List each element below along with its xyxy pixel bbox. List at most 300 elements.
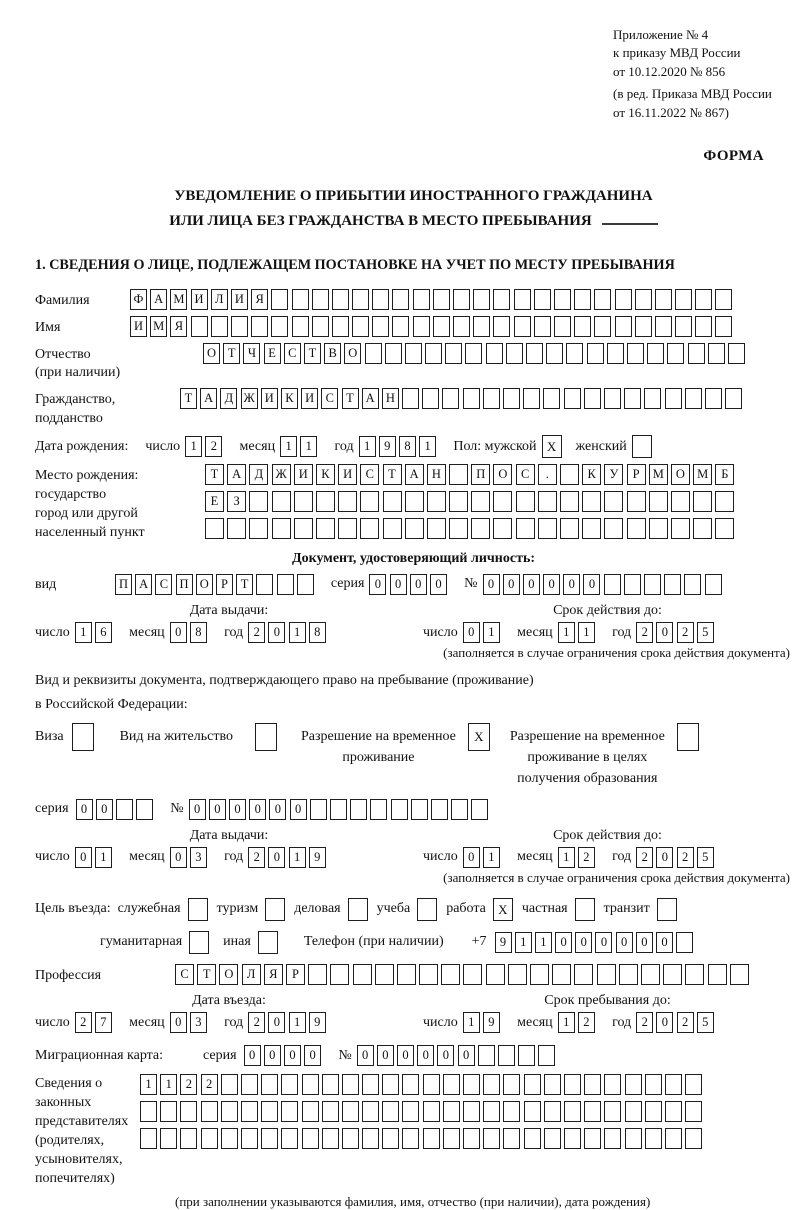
char-cell[interactable]: М [649,464,668,485]
char-cell[interactable] [382,1128,399,1149]
char-cell[interactable] [675,316,692,337]
char-cell[interactable]: 2 [201,1074,218,1095]
checkbox-edu-residence[interactable] [677,723,699,751]
char-cell[interactable] [523,388,540,409]
char-cell[interactable]: 0 [430,574,447,595]
char-cell[interactable] [116,799,133,820]
char-cell[interactable] [649,518,668,539]
char-cell[interactable]: Т [342,388,359,409]
char-cell[interactable] [312,316,329,337]
char-cell[interactable] [685,1101,702,1122]
char-cell[interactable]: Д [220,388,237,409]
char-cell[interactable] [160,1128,177,1149]
char-cell[interactable] [624,388,641,409]
char-cell[interactable]: Т [180,388,197,409]
char-cell[interactable]: Ф [130,289,147,310]
char-cell[interactable] [663,964,682,985]
char-cell[interactable] [272,518,291,539]
char-cell[interactable]: К [281,388,298,409]
char-cell[interactable] [655,289,672,310]
char-cell[interactable]: Я [264,964,283,985]
char-cell[interactable] [271,316,288,337]
char-cell[interactable] [338,518,357,539]
char-cell[interactable] [582,518,601,539]
char-cell[interactable] [503,1128,520,1149]
char-cell[interactable]: 1 [140,1074,157,1095]
char-cell[interactable]: И [301,388,318,409]
char-cell[interactable] [221,1074,238,1095]
char-cell[interactable]: С [516,464,535,485]
char-cell[interactable]: Я [251,289,268,310]
char-cell[interactable] [644,574,661,595]
char-cell[interactable] [604,1074,621,1095]
char-cell[interactable] [483,1074,500,1095]
char-cell[interactable] [514,289,531,310]
char-cell[interactable]: 9 [483,1012,500,1033]
char-cell[interactable] [604,388,621,409]
char-cell[interactable] [695,316,712,337]
char-cell[interactable] [411,799,428,820]
char-cell[interactable] [514,316,531,337]
char-cell[interactable]: 2 [677,847,694,868]
char-cell[interactable] [352,316,369,337]
char-cell[interactable] [342,1074,359,1095]
char-cell[interactable] [372,289,389,310]
char-cell[interactable] [241,1128,258,1149]
char-cell[interactable]: М [150,316,167,337]
char-cell[interactable]: 0 [583,574,600,595]
char-cell[interactable]: П [471,464,490,485]
char-cell[interactable]: И [261,388,278,409]
checkbox-male[interactable]: X [542,435,562,458]
char-cell[interactable]: Ж [272,464,291,485]
char-cell[interactable]: 1 [483,622,500,643]
checkbox-inaya[interactable] [258,931,278,954]
checkbox-gumanitarnaya[interactable] [189,931,209,954]
char-cell[interactable] [382,1101,399,1122]
char-cell[interactable] [205,518,224,539]
char-cell[interactable]: Л [211,289,228,310]
char-cell[interactable] [302,1128,319,1149]
char-cell[interactable]: Н [382,388,399,409]
char-cell[interactable]: 8 [309,622,326,643]
char-cell[interactable]: 2 [636,1012,653,1033]
char-cell[interactable]: 0 [397,1045,414,1066]
char-cell[interactable] [524,1101,541,1122]
char-cell[interactable] [453,289,470,310]
char-cell[interactable] [625,1074,642,1095]
char-cell[interactable] [478,1045,495,1066]
char-cell[interactable] [442,388,459,409]
char-cell[interactable]: 0 [656,1012,673,1033]
char-cell[interactable] [402,1074,419,1095]
char-cell[interactable]: 1 [558,847,575,868]
checkbox-visa[interactable] [72,723,94,751]
char-cell[interactable] [330,964,349,985]
char-cell[interactable] [538,1045,555,1066]
char-cell[interactable]: 2 [180,1074,197,1095]
char-cell[interactable]: 0 [437,1045,454,1066]
char-cell[interactable] [427,491,446,512]
char-cell[interactable]: Б [715,464,734,485]
char-cell[interactable]: С [155,574,172,595]
char-cell[interactable] [685,388,702,409]
char-cell[interactable] [503,1101,520,1122]
char-cell[interactable] [423,1074,440,1095]
char-cell[interactable]: 2 [677,622,694,643]
char-cell[interactable] [441,964,460,985]
char-cell[interactable] [423,1101,440,1122]
char-cell[interactable] [140,1128,157,1149]
char-cell[interactable] [413,316,430,337]
char-cell[interactable] [241,1101,258,1122]
char-cell[interactable]: О [671,464,690,485]
char-cell[interactable]: 0 [369,574,386,595]
char-cell[interactable] [449,464,468,485]
char-cell[interactable]: 1 [160,1074,177,1095]
char-cell[interactable] [405,491,424,512]
char-cell[interactable] [604,518,623,539]
char-cell[interactable] [191,316,208,337]
char-cell[interactable]: 0 [636,932,653,953]
char-cell[interactable]: И [231,289,248,310]
char-cell[interactable] [423,1128,440,1149]
char-cell[interactable] [554,289,571,310]
char-cell[interactable] [402,1128,419,1149]
char-cell[interactable] [281,1074,298,1095]
char-cell[interactable]: 0 [268,1012,285,1033]
char-cell[interactable]: 8 [399,436,416,457]
char-cell[interactable] [370,799,387,820]
char-cell[interactable]: 0 [264,1045,281,1066]
char-cell[interactable]: 0 [575,932,592,953]
char-cell[interactable] [443,1074,460,1095]
char-cell[interactable]: 1 [578,622,595,643]
char-cell[interactable] [627,343,644,364]
char-cell[interactable]: Т [304,343,321,364]
char-cell[interactable]: Н [427,464,446,485]
char-cell[interactable] [360,491,379,512]
char-cell[interactable] [316,491,335,512]
char-cell[interactable]: 2 [205,436,222,457]
checkbox-delovaya[interactable] [348,898,368,921]
char-cell[interactable] [655,316,672,337]
char-cell[interactable]: А [362,388,379,409]
char-cell[interactable]: 0 [656,932,673,953]
char-cell[interactable]: 0 [616,932,633,953]
char-cell[interactable] [445,343,462,364]
char-cell[interactable] [483,388,500,409]
char-cell[interactable] [715,316,732,337]
char-cell[interactable] [360,518,379,539]
char-cell[interactable] [665,1101,682,1122]
char-cell[interactable] [560,491,579,512]
char-cell[interactable] [427,518,446,539]
char-cell[interactable]: О [493,464,512,485]
checkbox-rabota[interactable]: X [493,898,513,921]
char-cell[interactable]: 2 [636,847,653,868]
char-cell[interactable] [552,964,571,985]
char-cell[interactable]: С [175,964,194,985]
char-cell[interactable] [649,491,668,512]
char-cell[interactable]: 2 [578,847,595,868]
char-cell[interactable]: 0 [357,1045,374,1066]
char-cell[interactable]: 2 [75,1012,92,1033]
char-cell[interactable]: 0 [304,1045,321,1066]
char-cell[interactable]: 0 [463,622,480,643]
char-cell[interactable]: Р [627,464,646,485]
char-cell[interactable] [241,1074,258,1095]
char-cell[interactable] [302,1074,319,1095]
char-cell[interactable] [392,316,409,337]
char-cell[interactable]: П [115,574,132,595]
char-cell[interactable] [330,799,347,820]
char-cell[interactable] [310,799,327,820]
char-cell[interactable] [402,388,419,409]
char-cell[interactable]: М [693,464,712,485]
char-cell[interactable]: 0 [503,574,520,595]
char-cell[interactable] [342,1101,359,1122]
char-cell[interactable] [688,343,705,364]
char-cell[interactable] [671,491,690,512]
char-cell[interactable] [564,388,581,409]
char-cell[interactable]: О [203,343,220,364]
char-cell[interactable]: О [196,574,213,595]
char-cell[interactable] [433,316,450,337]
char-cell[interactable] [725,388,742,409]
char-cell[interactable] [564,1101,581,1122]
char-cell[interactable] [140,1101,157,1122]
char-cell[interactable] [391,799,408,820]
char-cell[interactable] [604,574,621,595]
char-cell[interactable] [392,289,409,310]
char-cell[interactable] [342,1128,359,1149]
char-cell[interactable] [695,289,712,310]
char-cell[interactable]: 2 [677,1012,694,1033]
char-cell[interactable]: 0 [458,1045,475,1066]
char-cell[interactable] [676,932,693,953]
char-cell[interactable] [574,964,593,985]
char-cell[interactable]: У [604,464,623,485]
char-cell[interactable] [715,491,734,512]
char-cell[interactable] [625,1101,642,1122]
char-cell[interactable] [471,799,488,820]
char-cell[interactable]: 0 [244,1045,261,1066]
char-cell[interactable] [728,343,745,364]
char-cell[interactable] [463,388,480,409]
char-cell[interactable]: И [338,464,357,485]
char-cell[interactable] [708,343,725,364]
char-cell[interactable] [665,1128,682,1149]
char-cell[interactable] [544,1074,561,1095]
char-cell[interactable]: 2 [248,622,265,643]
char-cell[interactable] [249,518,268,539]
char-cell[interactable] [503,388,520,409]
checkbox-turizm[interactable] [265,898,285,921]
checkbox-temp-residence[interactable]: X [468,723,490,751]
char-cell[interactable] [425,343,442,364]
char-cell[interactable] [645,1128,662,1149]
char-cell[interactable]: 0 [268,847,285,868]
char-cell[interactable] [685,964,704,985]
char-cell[interactable] [685,1128,702,1149]
char-cell[interactable] [644,388,661,409]
char-cell[interactable] [261,1074,278,1095]
char-cell[interactable] [443,1101,460,1122]
char-cell[interactable] [136,799,153,820]
char-cell[interactable]: 8 [190,622,207,643]
char-cell[interactable]: 9 [495,932,512,953]
char-cell[interactable]: 7 [95,1012,112,1033]
char-cell[interactable]: А [135,574,152,595]
char-cell[interactable]: 6 [95,622,112,643]
char-cell[interactable]: 1 [419,436,436,457]
char-cell[interactable] [730,964,749,985]
char-cell[interactable] [473,289,490,310]
char-cell[interactable]: 5 [697,847,714,868]
char-cell[interactable] [483,1128,500,1149]
char-cell[interactable]: 0 [595,932,612,953]
char-cell[interactable]: 1 [289,847,306,868]
char-cell[interactable] [538,518,557,539]
char-cell[interactable]: 0 [269,799,286,820]
char-cell[interactable] [564,1128,581,1149]
char-cell[interactable] [338,491,357,512]
char-cell[interactable] [308,964,327,985]
char-cell[interactable] [292,289,309,310]
char-cell[interactable] [294,491,313,512]
char-cell[interactable]: 1 [289,622,306,643]
char-cell[interactable]: Т [205,464,224,485]
char-cell[interactable] [560,464,579,485]
char-cell[interactable] [493,491,512,512]
char-cell[interactable] [419,964,438,985]
char-cell[interactable]: 1 [483,847,500,868]
char-cell[interactable] [665,1074,682,1095]
char-cell[interactable]: 1 [280,436,297,457]
char-cell[interactable] [249,491,268,512]
char-cell[interactable] [493,518,512,539]
char-cell[interactable] [473,316,490,337]
char-cell[interactable] [449,491,468,512]
char-cell[interactable] [453,316,470,337]
char-cell[interactable] [221,1101,238,1122]
char-cell[interactable] [316,518,335,539]
char-cell[interactable] [294,518,313,539]
char-cell[interactable] [383,518,402,539]
char-cell[interactable]: 0 [75,847,92,868]
char-cell[interactable]: 2 [248,847,265,868]
char-cell[interactable] [524,1128,541,1149]
char-cell[interactable]: 0 [410,574,427,595]
char-cell[interactable]: Л [242,964,261,985]
checkbox-female[interactable] [632,435,652,458]
char-cell[interactable]: 0 [483,574,500,595]
char-cell[interactable] [574,316,591,337]
char-cell[interactable]: 0 [377,1045,394,1066]
char-cell[interactable] [486,964,505,985]
char-cell[interactable] [594,289,611,310]
char-cell[interactable]: 1 [289,1012,306,1033]
char-cell[interactable]: И [191,289,208,310]
char-cell[interactable] [322,1101,339,1122]
char-cell[interactable] [584,1101,601,1122]
char-cell[interactable] [180,1128,197,1149]
char-cell[interactable]: А [150,289,167,310]
checkbox-sluzhebnaya[interactable] [188,898,208,921]
char-cell[interactable]: 0 [170,622,187,643]
char-cell[interactable] [292,316,309,337]
char-cell[interactable] [362,1101,379,1122]
char-cell[interactable]: 1 [515,932,532,953]
char-cell[interactable] [534,289,551,310]
char-cell[interactable] [463,1074,480,1095]
char-cell[interactable] [493,289,510,310]
char-cell[interactable] [397,964,416,985]
char-cell[interactable] [281,1101,298,1122]
char-cell[interactable]: . [538,464,557,485]
char-cell[interactable]: 1 [359,436,376,457]
char-cell[interactable] [554,316,571,337]
char-cell[interactable] [449,518,468,539]
char-cell[interactable] [584,1128,601,1149]
char-cell[interactable] [516,491,535,512]
char-cell[interactable]: Е [205,491,224,512]
char-cell[interactable] [413,289,430,310]
char-cell[interactable]: 1 [75,622,92,643]
char-cell[interactable] [353,964,372,985]
char-cell[interactable] [498,1045,515,1066]
char-cell[interactable] [587,343,604,364]
char-cell[interactable] [665,388,682,409]
char-cell[interactable] [160,1101,177,1122]
char-cell[interactable] [518,1045,535,1066]
char-cell[interactable] [375,964,394,985]
char-cell[interactable]: 1 [558,1012,575,1033]
char-cell[interactable] [365,343,382,364]
char-cell[interactable] [463,964,482,985]
char-cell[interactable]: 9 [379,436,396,457]
char-cell[interactable] [352,289,369,310]
char-cell[interactable] [604,1101,621,1122]
char-cell[interactable] [261,1128,278,1149]
char-cell[interactable] [227,518,246,539]
checkbox-residence-permit[interactable] [255,723,277,751]
char-cell[interactable] [693,518,712,539]
char-cell[interactable] [607,343,624,364]
char-cell[interactable]: С [360,464,379,485]
char-cell[interactable]: 0 [96,799,113,820]
char-cell[interactable] [201,1128,218,1149]
char-cell[interactable] [560,518,579,539]
checkbox-chastnaya[interactable] [575,898,595,921]
char-cell[interactable] [705,574,722,595]
char-cell[interactable] [471,491,490,512]
char-cell[interactable] [627,491,646,512]
char-cell[interactable] [641,964,660,985]
char-cell[interactable] [544,1128,561,1149]
char-cell[interactable] [271,289,288,310]
char-cell[interactable]: 1 [95,847,112,868]
char-cell[interactable]: 0 [523,574,540,595]
char-cell[interactable]: 0 [463,847,480,868]
char-cell[interactable]: 1 [185,436,202,457]
char-cell[interactable] [675,289,692,310]
char-cell[interactable] [372,316,389,337]
char-cell[interactable] [443,1128,460,1149]
char-cell[interactable] [564,1074,581,1095]
char-cell[interactable] [251,316,268,337]
